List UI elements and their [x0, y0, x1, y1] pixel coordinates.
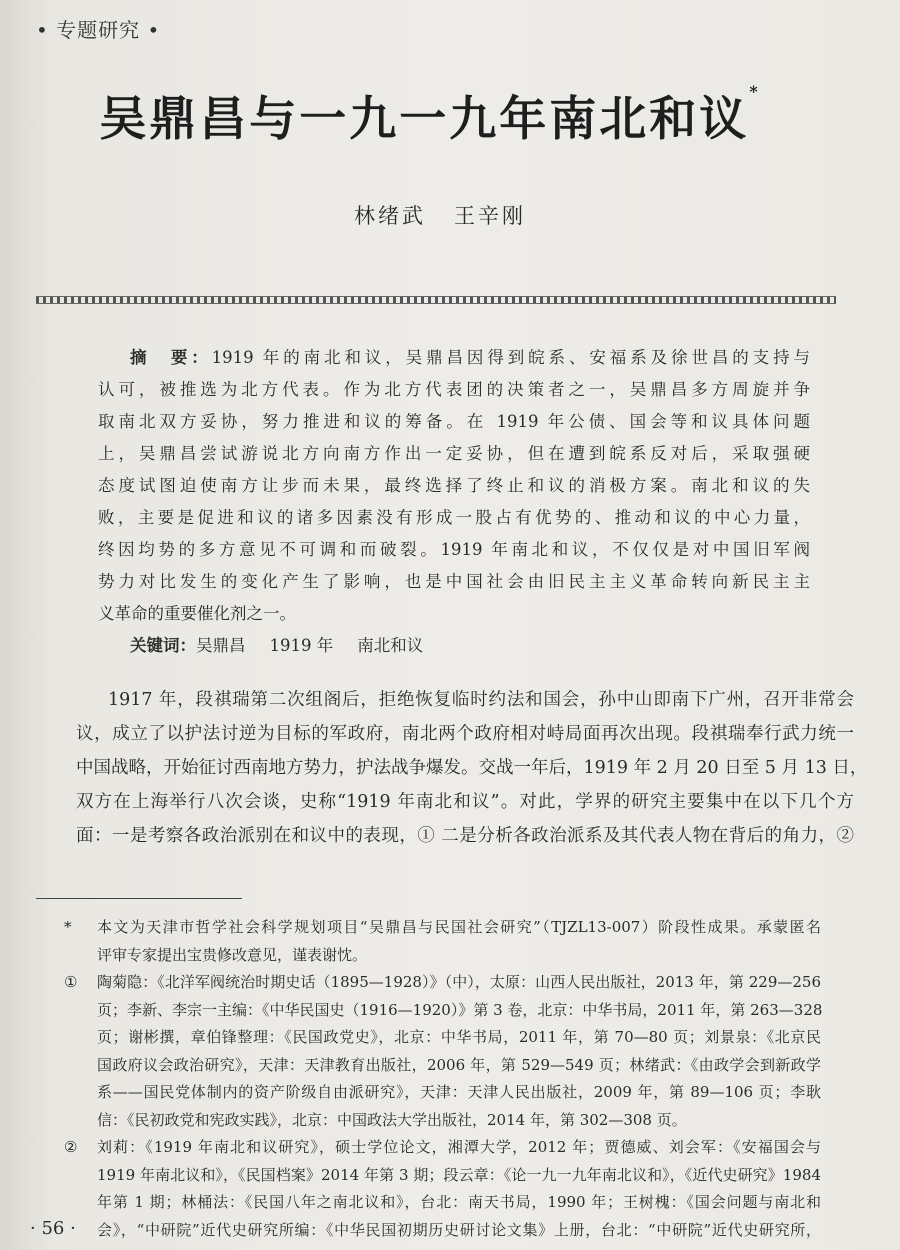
- authors: [0, 200, 880, 230]
- body-line: 双方在上海举行八次会谈，史称“1919 年南北和议”。对此，学界的研究主要集中在以下几个方: [76, 792, 854, 812]
- page-number: · 56 ·: [30, 1218, 76, 1239]
- footnote-line: 页；谢彬撰，章伯锋整理：《民国政党史》，北京：中华书局，2011 年，第 70—80 页；刘景泉：《北京民: [97, 1028, 821, 1046]
- decorative-divider: [36, 296, 836, 304]
- footnote-line: 评审专家提出宝贵修改意见，谨表谢忱。: [97, 945, 368, 964]
- abstract-line: 势力对比发生的变化产生了影响，也是中国社会由旧民主主义革命转向新民主主: [98, 572, 810, 591]
- footnote-line: 年第 1 期；林桶法：《民国八年之南北议和》，台北：南天书局，1990 年；王树槐：《国会问题与南北和: [97, 1193, 821, 1211]
- footnote-line: 系——国民党体制内的资产阶级自由派研究》，天津：天津人民出版社，2009 年，第 89—106 页；李耿: [97, 1083, 821, 1101]
- abstract-line: 义革命的重要催化剂之一。: [98, 604, 296, 623]
- keyword: 吴鼎昌: [196, 636, 246, 655]
- keywords-label: 关键词：: [130, 636, 196, 655]
- footnote-line: 本文为天津市哲学社会科学规划项目“吴鼎昌与民国社会研究”（TJZL13-007）阶段性成果。承蒙匿名: [97, 918, 821, 936]
- keyword: 南北和议: [357, 636, 424, 655]
- footnote-marker: ②: [64, 1138, 78, 1156]
- abstract-text: 1919 年的南北和议，吴鼎昌因得到皖系、安福系及徐世昌的支持与: [211, 348, 810, 367]
- article-title: [0, 82, 860, 149]
- footnote-line: 刘莉：《1919 年南北和议研究》，硕士学位论文，湘潭大学，2012 年；贾德威、刘会军：《安福国会与: [97, 1138, 821, 1156]
- footnote-line: 国政府议会政治研究》，天津：天津教育出版社，2006 年，第 529—549 页；林绪武：《由政学会到新政学: [97, 1055, 821, 1074]
- footnote-line: 页；李新、李宗一主编：《中华民国史（1916—1920）》第 3 卷，北京：中华书局，2011 年，第 263—328: [97, 1000, 823, 1019]
- abstract-line: [130, 342, 810, 374]
- footnote-line: 会》，“中研院”近代史研究所编：《中华民国初期历史研讨论文集》上册，台北：“中研院”近代史研究所，: [97, 1220, 821, 1239]
- keyword: 1919 年: [269, 636, 334, 655]
- author-name: 林绪武: [354, 204, 426, 228]
- abstract-line: 态度试图迫使南方让步而未果，最终选择了终止和议的消极方案。南北和议的失: [98, 476, 810, 495]
- keywords: [130, 632, 423, 656]
- body-line: 议，成立了以护法讨逆为目标的军政府，南北两个政府相对峙局面再次出现。段祺瑞奉行武力统一: [76, 724, 854, 744]
- section-tag: • 专题研究 •: [36, 18, 161, 42]
- abstract-line: 认可，被推选为北方代表。作为北方代表团的决策者之一，吴鼎昌多方周旋并争: [98, 380, 810, 399]
- title-text: 吴鼎昌与一九一九年南北和议: [99, 92, 750, 147]
- footnote-marker: ①: [64, 973, 78, 991]
- footnote-line: 1919 年南北议和》，《民国档案》2014 年第 3 期；段云章：《论一九一九年南北议和》，《近代史研究》1984: [97, 1165, 821, 1184]
- abstract-line: 终因均势的多方意见不可调和而破裂。1919 年南北和议，不仅仅是对中国旧军阀: [98, 540, 810, 559]
- footnote-line: 信：《民初政党和宪政实践》，北京：中国政法大学出版社，2014 年，第 302—308 页。: [97, 1110, 687, 1129]
- body-line: 面：一是考察各政治派别在和议中的表现，① 二是分析各政治派系及其代表人物在背后的角力，②: [76, 826, 854, 846]
- title-footnote-mark: *: [749, 82, 761, 101]
- body-line: 1917 年，段祺瑞第二次组阁后，拒绝恢复临时约法和国会，孙中山即南下广州，召开非常会: [108, 690, 854, 710]
- abstract-line: 取南北双方妥协，努力推进和议的筹备。在 1919 年公债、国会等和议具体问题: [98, 412, 810, 431]
- author-name: 王辛刚: [454, 204, 526, 228]
- body-line: 中国战略，开始征讨西南地方势力，护法战争爆发。交战一年后，1919 年 2 月 20 日至 5 月 13 日，: [76, 758, 868, 778]
- abstract-label: 摘 要：: [130, 348, 212, 367]
- footnote-rule: [36, 898, 242, 899]
- abstract-line: 败，主要是促进和议的诸多因素没有形成一股占有优势的、推动和议的中心力量，: [98, 508, 810, 527]
- abstract-line: 上，吴鼎昌尝试游说北方向南方作出一定妥协，但在遭到皖系反对后，采取强硬: [98, 444, 810, 463]
- footnote-marker: *: [64, 918, 72, 936]
- footnote-line: 陶菊隐：《北洋军阀统治时期史话（1895—1928）》（中），太原：山西人民出版社，2013 年，第 229—256: [97, 973, 821, 991]
